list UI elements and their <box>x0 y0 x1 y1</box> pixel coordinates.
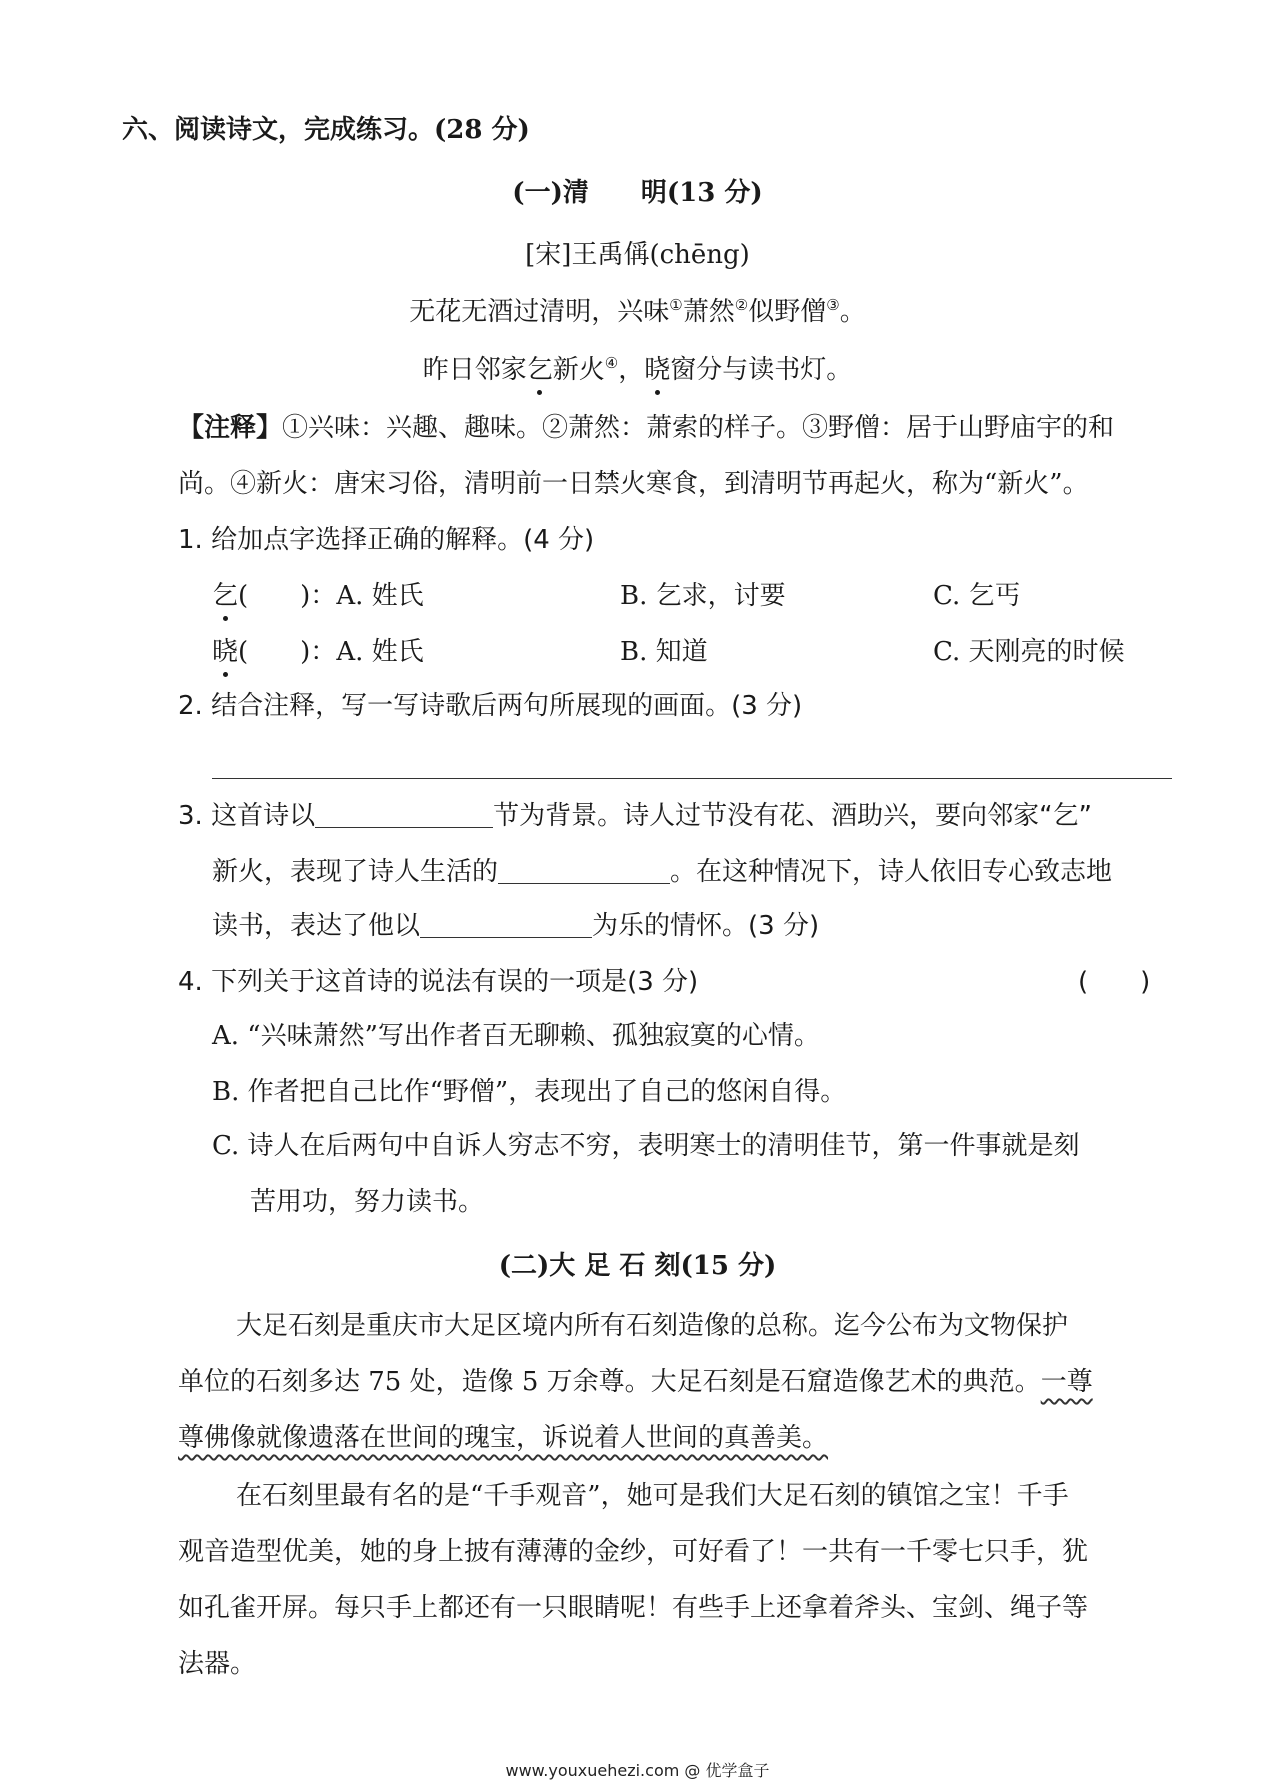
q1-row-1-option-c: C. 乞丐 <box>933 581 1021 611</box>
q4-option-c-line-2: 苦用功，努力读书。 <box>250 1187 485 1217</box>
footer-watermark: www.youxuehezi.com @ 优学盒子 <box>505 1761 770 1780</box>
passage-p2-line-1: 在石刻里最有名的是“千手观音”，她可是我们大足石刻的镇馆之宝！千手 <box>236 1481 1069 1511</box>
q4-option-a: A. “兴味萧然”写出作者百无聊赖、孤独寂寞的心情。 <box>212 1021 820 1051</box>
q4-answer-paren[interactable]: ( ) <box>1078 967 1151 997</box>
q1-prompt: 1. 给加点字选择正确的解释。(4 分) <box>178 525 595 555</box>
q3-line-1: 3. 这首诗以 节为背景。诗人过节没有花、酒助兴，要向邻家“乞” <box>178 801 1093 831</box>
dotted-char-qi: 乞 <box>527 350 553 390</box>
q2-answer-line[interactable] <box>212 778 1172 779</box>
passage-p1-line-2: 单位的石刻多达 75 处，造像 5 万余尊。大足石刻是石窟造像艺术的典范。一尊 <box>178 1367 1093 1397</box>
passage-p2-line-2: 观音造型优美，她的身上披有薄薄的金纱，可好看了！一共有一千零七只手，犹 <box>178 1537 1089 1567</box>
q4-option-c-line-1: C. 诗人在后两句中自诉人穷志不穷，表明寒士的清明佳节，第一件事就是刻 <box>212 1131 1080 1161</box>
q4-option-b: B. 作者把自己比作“野僧”，表现出了自己的悠闲自得。 <box>212 1077 847 1107</box>
dotted-char-xiao: 晓 <box>644 350 670 390</box>
q2-prompt: 2. 结合注释，写一写诗歌后两句所展现的画面。(3 分) <box>178 691 803 721</box>
notes-label: 【注释】 <box>178 413 283 443</box>
poem-author: [宋]王禹偁(chēng) <box>525 240 750 270</box>
poem-line-2: 昨日邻家乞新火④，晓窗分与读书灯。 <box>0 350 1275 390</box>
notes-line-1: 【注释】①兴味：兴趣、趣味。②萧然：萧索的样子。③野僧：居于山野庙宇的和 <box>178 413 1115 443</box>
passage-p2-line-3: 如孔雀开屏。每只手上都还有一只眼睛呢！有些手上还拿着斧头、宝剑、绳子等 <box>178 1593 1089 1623</box>
passage-p2-line-4: 法器。 <box>178 1649 257 1679</box>
q3-line-3: 读书，表达了他以 为乐的情怀。(3 分) <box>212 911 820 941</box>
passage-p1-line-3: 尊佛像就像遗落在世间的瑰宝，诉说着人世间的真善美。 <box>178 1423 829 1453</box>
notes-line-2: 尚。④新火：唐宋习俗，清明前一日禁火寒食，到清明节再起火，称为“新火”。 <box>178 469 1089 499</box>
q1-row-1: 乞( )：A. 姓氏 <box>212 576 424 616</box>
q3-blank-3[interactable] <box>420 909 592 938</box>
part2-title: (二)大 足 石 刻(15 分) <box>498 1251 777 1281</box>
poem-line-1: 无花无酒过清明，兴味①萧然②似野僧③。 <box>409 296 866 327</box>
q1-row-1-option-b: B. 乞求，讨要 <box>620 581 786 611</box>
q3-blank-1[interactable] <box>315 799 493 828</box>
poem-title: (一)清 明(13 分) <box>512 178 763 208</box>
passage-p1-line-1: 大足石刻是重庆市大足区境内所有石刻造像的总称。迄今公布为文物保护 <box>236 1311 1069 1341</box>
q3-blank-2[interactable] <box>498 855 670 884</box>
section-title: 六、阅读诗文，完成练习。(28 分) <box>122 115 530 145</box>
q1-row-2: 晓( )：A. 姓氏 <box>212 632 424 672</box>
answer-blank[interactable]: ( )： <box>238 581 337 611</box>
q3-line-2: 新火，表现了诗人生活的 。在这种情况下，诗人依旧专心致志地 <box>212 857 1113 887</box>
q1-row-2-option-b: B. 知道 <box>620 637 708 667</box>
q1-row-2-option-c: C. 天刚亮的时候 <box>933 637 1125 667</box>
answer-blank[interactable]: ( )： <box>238 637 337 667</box>
q4-prompt: 4. 下列关于这首诗的说法有误的一项是(3 分) <box>178 967 699 997</box>
wavy-underlined-sentence: 一尊 <box>1040 1367 1093 1397</box>
